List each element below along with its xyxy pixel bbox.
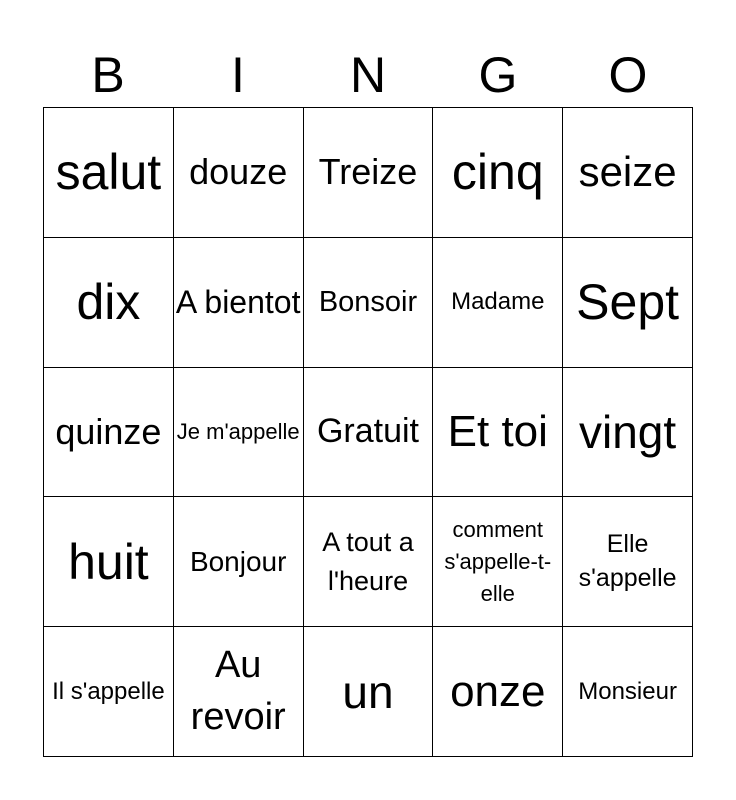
bingo-cell[interactable]: Elle s'appelle — [563, 497, 693, 627]
bingo-cell[interactable]: dix — [44, 238, 174, 368]
bingo-cell[interactable]: A tout a l'heure — [304, 497, 434, 627]
bingo-header — [43, 42, 693, 108]
bingo-grid — [43, 107, 693, 757]
bingo-cell[interactable]: salut — [44, 108, 174, 238]
bingo-cell[interactable]: onze — [433, 627, 563, 757]
bingo-cell[interactable]: Il s'appelle — [44, 627, 174, 757]
bingo-cell[interactable]: Bonsoir — [304, 238, 434, 368]
bingo-cell[interactable]: Treize — [304, 108, 434, 238]
header-letter-o: O — [608, 47, 648, 103]
bingo-cell[interactable]: seize — [563, 108, 693, 238]
header-letter-b: B — [91, 47, 125, 103]
bingo-cell[interactable]: douze — [174, 108, 304, 238]
bingo-cell[interactable]: un — [304, 627, 434, 757]
bingo-cell[interactable]: Gratuit — [304, 368, 434, 498]
bingo-cell[interactable]: Bonjour — [174, 497, 304, 627]
header-letter-g: G — [478, 47, 518, 103]
bingo-cell[interactable]: comment s'appelle-t-elle — [433, 497, 563, 627]
bingo-cell[interactable]: Au revoir — [174, 627, 304, 757]
bingo-cell[interactable]: Sept — [563, 238, 693, 368]
bingo-cell[interactable]: quinze — [44, 368, 174, 498]
bingo-cell[interactable]: Je m'appelle — [174, 368, 304, 498]
bingo-cell[interactable]: cinq — [433, 108, 563, 238]
bingo-cell[interactable]: Madame — [433, 238, 563, 368]
bingo-cell[interactable]: Et toi — [433, 368, 563, 498]
header-letter-n: N — [349, 47, 387, 103]
bingo-cell[interactable]: huit — [44, 497, 174, 627]
bingo-cell[interactable]: vingt — [563, 368, 693, 498]
bingo-cell[interactable]: Monsieur — [563, 627, 693, 757]
bingo-cell[interactable]: A bientot — [174, 238, 304, 368]
header-letter-i: I — [231, 47, 245, 103]
